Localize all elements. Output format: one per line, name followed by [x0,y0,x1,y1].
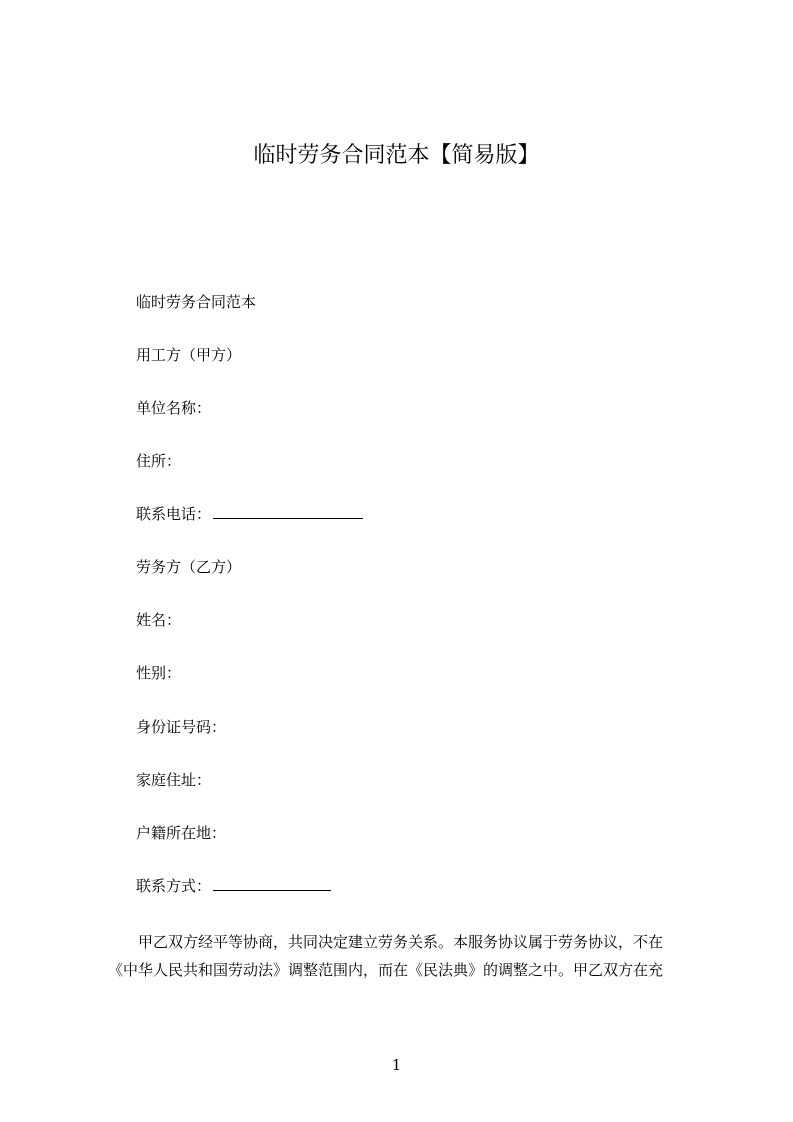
contact-field [136,876,331,896]
contact-blank-line [213,876,331,891]
household-register-field: 户籍所在地： [136,824,227,842]
phone-field [136,504,363,524]
gender-field: 性别： [136,664,182,682]
home-address-field: 家庭住址： [136,771,212,789]
id-number-field: 身份证号码： [136,718,227,736]
address-field: 住所： [136,452,182,470]
body-line-1: 甲乙双方经平等协商，共同决定建立劳务关系。本服务协议属于劳务协议，不在 [138,933,664,951]
name-field: 姓名： [136,611,182,629]
phone-blank-line [213,504,363,519]
contract-heading: 临时劳务合同范本 [136,293,257,311]
body-line-2: 《中华人民共和国劳动法》调整范围内，而在《民法典》的调整之中。甲乙双方在充 [108,961,664,979]
body-paragraph [108,928,698,984]
unit-name-field: 单位名称： [136,399,212,417]
contact-label: 联系方式： [136,877,212,895]
document-title: 临时劳务合同范本【简易版】 [253,143,540,168]
page-number: 1 [391,1056,402,1074]
party-a-label: 用工方（甲方） [136,346,242,364]
phone-label: 联系电话： [136,505,212,523]
party-b-label: 劳务方（乙方） [136,558,242,576]
